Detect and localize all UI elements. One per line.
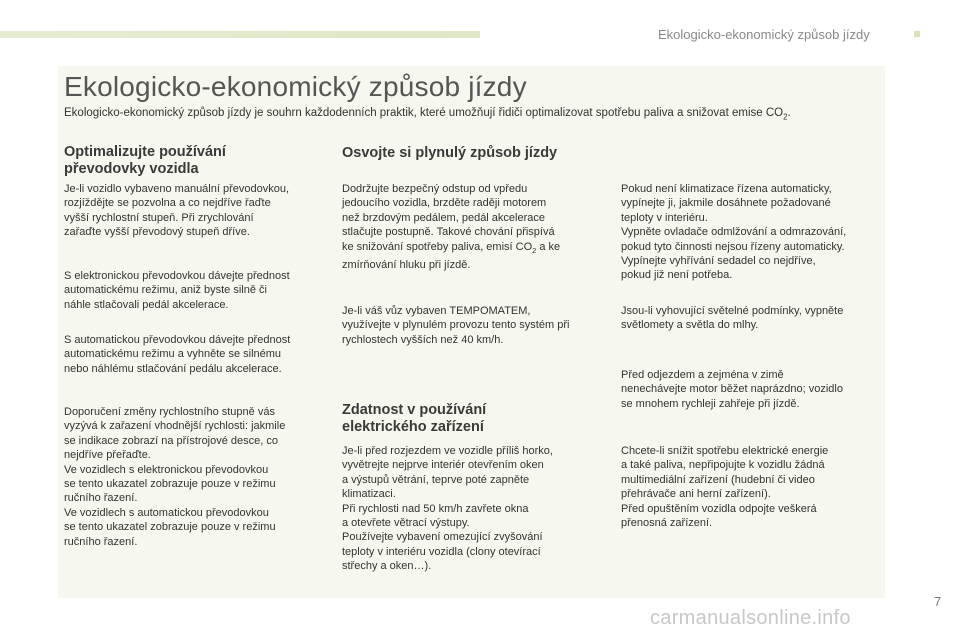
col2-paragraph-3: Je-li před rozjezdem ve vozidle příliš horko, vyvětrejte nejprve interiér otevřením oken a výstupů větrání, teprve poté zapněte klimatizaci. Při rychlosti nad 50 km/h zavřete okna a otevřete větrací výstupy. Používejte vybavení omezující zvyšování teploty v interiéru vozidla (clony otevírací střechy a oken…). [342, 445, 553, 573]
intro-text [64, 107, 874, 121]
col2-paragraph-1 [342, 182, 560, 273]
page-number: 7 [934, 594, 942, 609]
col3-paragraph-4: Chcete-li snížit spotřebu elektrické energie a také paliva, nepřipojujte k vozidlu žádná multimediální zařízení (hudební či video přehrávače ani herní zařízení). Před opuštěním vozidla odpojte veškerá přenosná zařízení. [621, 445, 829, 530]
header-square-marker [914, 31, 920, 37]
col2-paragraph-2: Je-li váš vůz vybaven TEMPOMATEM, využívejte v plynulém provozu tento systém při rychlostech vyšších než 40 km/h. [342, 305, 570, 346]
heading-gearbox: Optimalizujte používání převodovky vozidla [64, 144, 226, 177]
col1-paragraph-1: Je-li vozidlo vybaveno manuální převodovkou, rozjíždějte se pozvolna a co nejdříve řaďte vyšší rychlostní stupeň. Při zrychlování zařaďte vyšší převodový stupeň dříve. [64, 183, 290, 239]
col2-p1-end: a ke zmírňování hluku při jízdě. [342, 240, 561, 272]
intro-main: Ekologicko-ekonomický způsob jízdy je souhrn každodenních praktik, které umožňují řidiči optimalizovat spotřebu paliva a snižovat emise CO [64, 107, 784, 119]
page-title: Ekologicko-ekonomický způsob jízdy [64, 71, 527, 102]
col1-paragraph-4: Doporučení změny rychlostního stupně vás vyzývá k zařazení vhodnější rychlosti: jakmile se indikace zobrazí na přístrojové desce, co nejdříve přeřaďte. Ve vozidlech s elektronickou převodovkou se tento ukazatel zobrazuje pouze v režimu ručního řazení. Ve vozidlech s automatickou převodovkou se tento ukazatel zobrazuje pouze v režimu ručního řazení. [64, 406, 286, 548]
header-section-title: Ekologicko-ekonomický způsob jízdy [658, 27, 870, 42]
watermark: carmanualsonline.info [650, 607, 851, 629]
col3-paragraph-3: Před odjezdem a zejména v zimě nenechávejte motor běžet naprázdno; vozidlo se mnohem rychleji zahřeje při jízdě. [621, 369, 843, 410]
col1-paragraph-2: S elektronickou převodovkou dávejte přednost automatickému režimu, aniž byste silně či náhle stlačovali pedál akcelerace. [64, 270, 290, 311]
col1-paragraph-3: S automatickou převodovkou dávejte přednost automatickému režimu a vyhněte se silnému nebo náhlému stlačování pedálu akcelerace. [64, 334, 291, 375]
heading-smooth-driving: Osvojte si plynulý způsob jízdy [342, 145, 558, 161]
col3-paragraph-1: Pokud není klimatizace řízena automaticky, vypínejte ji, jakmile dosáhnete požadované teploty v interiéru. Vypněte ovladače odmlžování a odmrazování, pokud tyto činnosti nejsou řízeny automaticky. Vypínejte vyhřívání sedadel co nejdříve, pokud již není potřeba. [621, 183, 847, 282]
heading-electrical-equipment: Zdatnost v používání elektrického zařízení [342, 402, 487, 435]
intro-end: . [787, 107, 791, 119]
header-accent-bar [0, 31, 480, 38]
intro-sub: 2 [783, 112, 788, 122]
col2-p1-text: Dodržujte bezpečný odstup od vpředu jedoucího vozidla, brzděte raději motorem než brzdovým pedálem, pedál akcelerace stlačujte postupně. Takové chování přispívá ke snižování spotřeby paliva, emisí CO [342, 183, 555, 253]
col3-paragraph-2: Jsou-li vyhovující světelné podmínky, vypněte světlomety a světla do mlhy. [621, 305, 844, 332]
col2-p1-sub: 2 [532, 245, 537, 255]
